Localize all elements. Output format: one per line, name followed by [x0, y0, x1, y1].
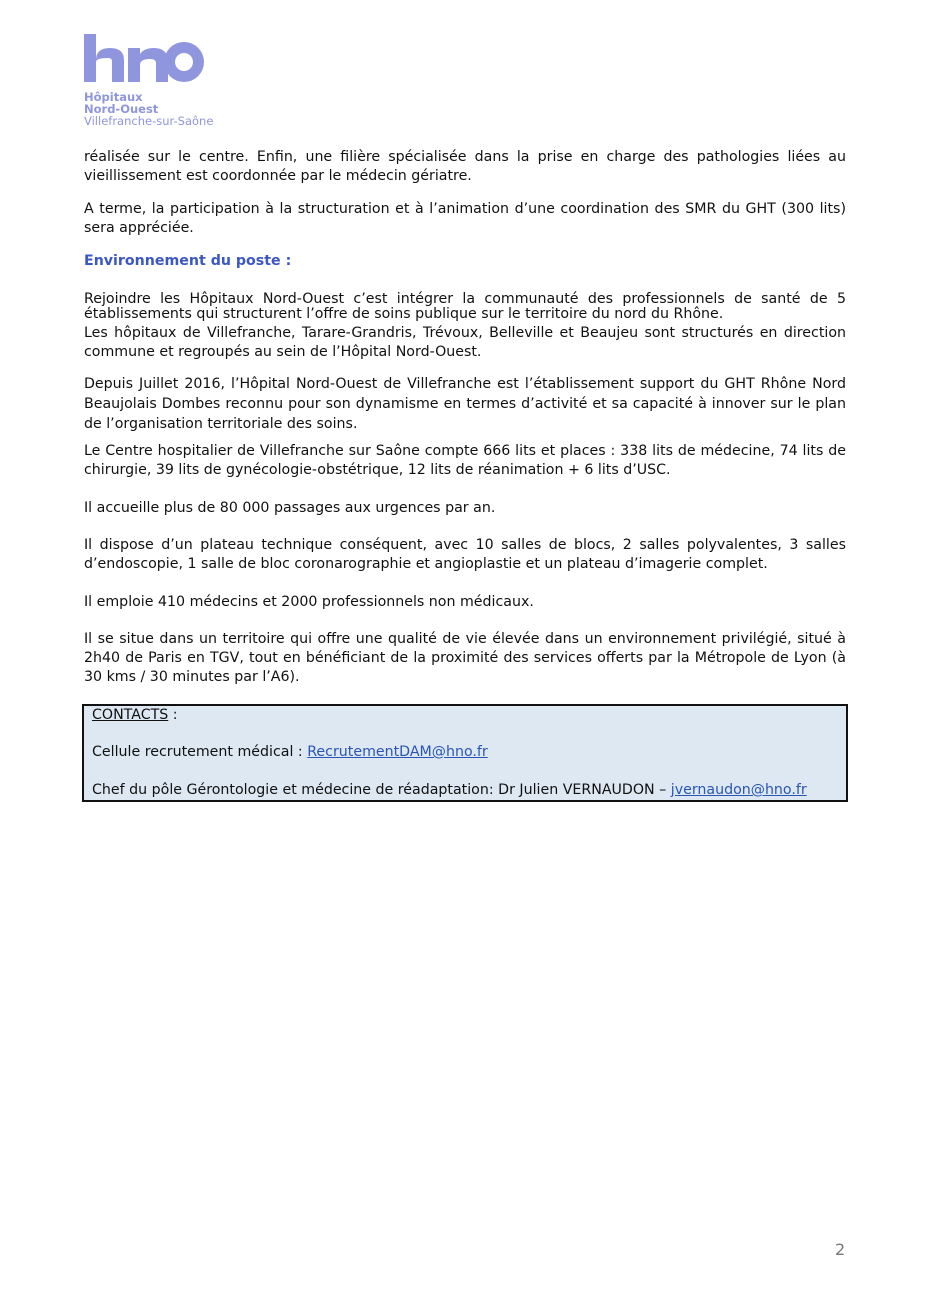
paragraph-1: réalisée sur le centre. Enfin, une filière spécialisée dans la prise en charge des pathologies liées au vieillissement est coordonnée par le médecin gériatre.: [84, 149, 846, 184]
paragraph-5: Le Centre hospitalier de Villefranche sur Saône compte 666 lits et places : 338 lits de médecine, 74 lits de chirurgie, 39 lits de gynécologie-obstétrique, 12 lits de réanimation + 6 lits d’USC.: [84, 443, 846, 478]
paragraph-2: A terme, la participation à la structuration et à l’animation d’une coordination des SMR du GHT (300 lits) sera appréciée.: [84, 201, 846, 236]
chief-email-link[interactable]: jvernaudon@hno.fr: [670, 782, 807, 798]
logo-text: [84, 91, 213, 127]
section-heading: Environnement du poste :: [84, 253, 292, 269]
paragraph-3a: Rejoindre les Hôpitaux Nord-Ouest c’est intégrer la communauté des professionnels de santé de 5 établissements qui structurent l’offre de soins publique sur le territoire du nord du Rhône.: [84, 291, 846, 322]
paragraph-8: Il emploie 410 médecins et 2000 professionnels non médicaux.: [84, 594, 534, 610]
logo-line-3: Villefranche-sur-Saône: [84, 114, 214, 128]
page-number: 2: [835, 1240, 846, 1259]
contacts-box: [82, 704, 848, 802]
recruit-email-link[interactable]: RecrutementDAM@hno.fr: [307, 744, 488, 760]
logo-line-1: Hôpitaux: [84, 90, 143, 104]
paragraph-4: Depuis Juillet 2016, l’Hôpital Nord-Ouest de Villefranche est l’établissement support du GHT Rhône Nord Beaujolais Dombes reconnu pour son dynamisme en termes d’activité et sa capacité à innover sur le plan de l’organisation territoriale des soins.: [84, 376, 846, 432]
contacts-title-line: [92, 706, 178, 725]
paragraph-9: Il se situe dans un territoire qui offre une qualité de vie élevée dans un environnement privilégié, situé à 2h40 de Paris en TGV, tout en bénéficiant de la proximité des services offerts par la Métropole de Lyon (à 30 kms / 30 minutes par l’A6).: [84, 631, 846, 685]
recruit-label: Cellule recrutement médical :: [92, 744, 308, 760]
chief-line: [92, 781, 807, 800]
contacts-title: CONTACTS: [92, 707, 169, 723]
recruit-line: [92, 743, 488, 762]
paragraph-6: Il accueille plus de 80 000 passages aux urgences par an.: [84, 500, 496, 516]
logo-line-2: Nord-Ouest: [84, 102, 159, 116]
paragraph-3b: Les hôpitaux de Villefranche, Tarare-Grandris, Trévoux, Belleville et Beaujeu sont structurés en direction commune et regroupés au sein de l’Hôpital Nord-Ouest.: [84, 325, 846, 360]
chief-label: Chef du pôle Gérontologie et médecine de réadaptation: Dr Julien VERNAUDON –: [92, 782, 671, 798]
hno-logo: [84, 32, 244, 136]
contacts-title-suffix: :: [168, 707, 178, 723]
hno-logo-mark: [84, 32, 206, 86]
paragraph-7: Il dispose d’un plateau technique conséquent, avec 10 salles de blocs, 2 salles polyvalentes, 3 salles d’endoscopie, 1 salle de bloc coronarographie et angioplastie et un plateau d’imagerie complet.: [84, 537, 846, 572]
